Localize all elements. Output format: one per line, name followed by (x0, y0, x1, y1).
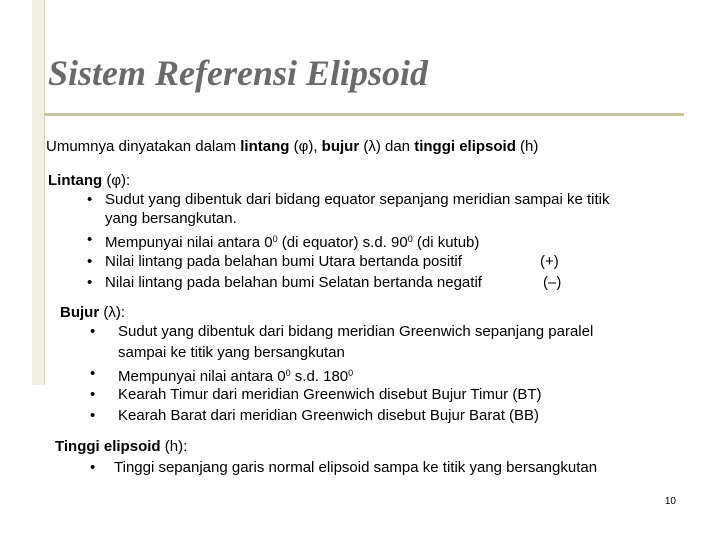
bullet-icon: • (87, 191, 93, 208)
intro-paragraph (46, 137, 538, 156)
lintang-item-2-c: (di kutub) (412, 234, 480, 251)
intro-lambda: (λ) (359, 138, 385, 155)
bujur-heading-symbol: (λ): (99, 304, 125, 321)
page-number: 10 (664, 496, 676, 507)
bujur-heading-text: Bujur (60, 304, 100, 321)
decorative-vertical-bar (32, 0, 44, 385)
bullet-icon: • (87, 253, 93, 270)
decorative-vertical-line (44, 0, 45, 385)
lintang-heading (48, 171, 130, 190)
tinggi-heading (55, 437, 187, 456)
degree-superscript: 0 (407, 234, 413, 244)
bujur-item-4: Kearah Barat dari meridian Greenwich disebut Bujur Barat (BB) (118, 407, 540, 424)
title-underline (44, 113, 684, 116)
lintang-item-2 (105, 230, 479, 252)
bullet-icon: • (90, 459, 96, 476)
tinggi-heading-symbol: (h): (160, 438, 188, 455)
intro-phi: (φ), (289, 138, 322, 155)
bujur-item-1: Sudut yang dibentuk dari bidang meridian Greenwich sepanjang paralel (118, 323, 594, 340)
lintang-heading-text: Lintang (48, 172, 103, 189)
bujur-item-3: Kearah Timur dari meridian Greenwich disebut Bujur Timur (BT) (118, 386, 542, 403)
lintang-item-2-b: (di equator) s.d. 90 (277, 234, 408, 251)
lintang-item-1-cont: yang bersangkutan. (105, 210, 237, 227)
lintang-item-2-a: Mempunyai nilai antara 0 (105, 234, 273, 251)
lintang-item-3-sign: (+) (540, 253, 559, 270)
lintang-item-4: Nilai lintang pada belahan bumi Selatan bertanda negatif (105, 274, 482, 291)
intro-dan: dan (385, 138, 415, 155)
bujur-item-2-a: Mempunyai nilai antara 0 (118, 368, 286, 385)
tinggi-heading-text: Tinggi elipsoid (55, 438, 161, 455)
bujur-heading (60, 303, 125, 322)
bullet-icon: • (90, 386, 96, 403)
intro-text: Umumnya dinyatakan dalam (46, 138, 241, 155)
lintang-item-3: Nilai lintang pada belahan bumi Utara bertanda positif (105, 253, 462, 270)
bullet-icon: • (87, 274, 93, 291)
intro-tinggi: tinggi elipsoid (414, 138, 516, 155)
lintang-item-4-sign: (–) (543, 274, 562, 291)
intro-bujur: bujur (321, 138, 360, 155)
page-title: Sistem Referensi Elipsoid (48, 53, 429, 93)
bujur-item-2 (118, 364, 353, 386)
bullet-icon: • (90, 323, 96, 340)
bujur-item-1-cont: sampai ke titik yang bersangkutan (118, 344, 345, 361)
lintang-item-1: Sudut yang dibentuk dari bidang equator sepanjang meridian sampai ke titik (105, 191, 610, 208)
degree-superscript: 0 (272, 234, 278, 244)
intro-lintang: lintang (240, 138, 290, 155)
lintang-heading-symbol: (φ): (102, 172, 131, 189)
degree-superscript: 0 (285, 368, 291, 378)
bullet-icon: • (90, 407, 96, 424)
bullet-icon: • (90, 365, 96, 382)
intro-h: (h) (515, 138, 539, 155)
degree-superscript: 0 (348, 368, 354, 378)
bujur-item-2-b: s.d. 180 (290, 368, 349, 385)
tinggi-item-1: Tinggi sepanjang garis normal elipsoid sampa ke titik yang bersangkutan (114, 459, 598, 476)
bullet-icon: • (87, 231, 93, 248)
